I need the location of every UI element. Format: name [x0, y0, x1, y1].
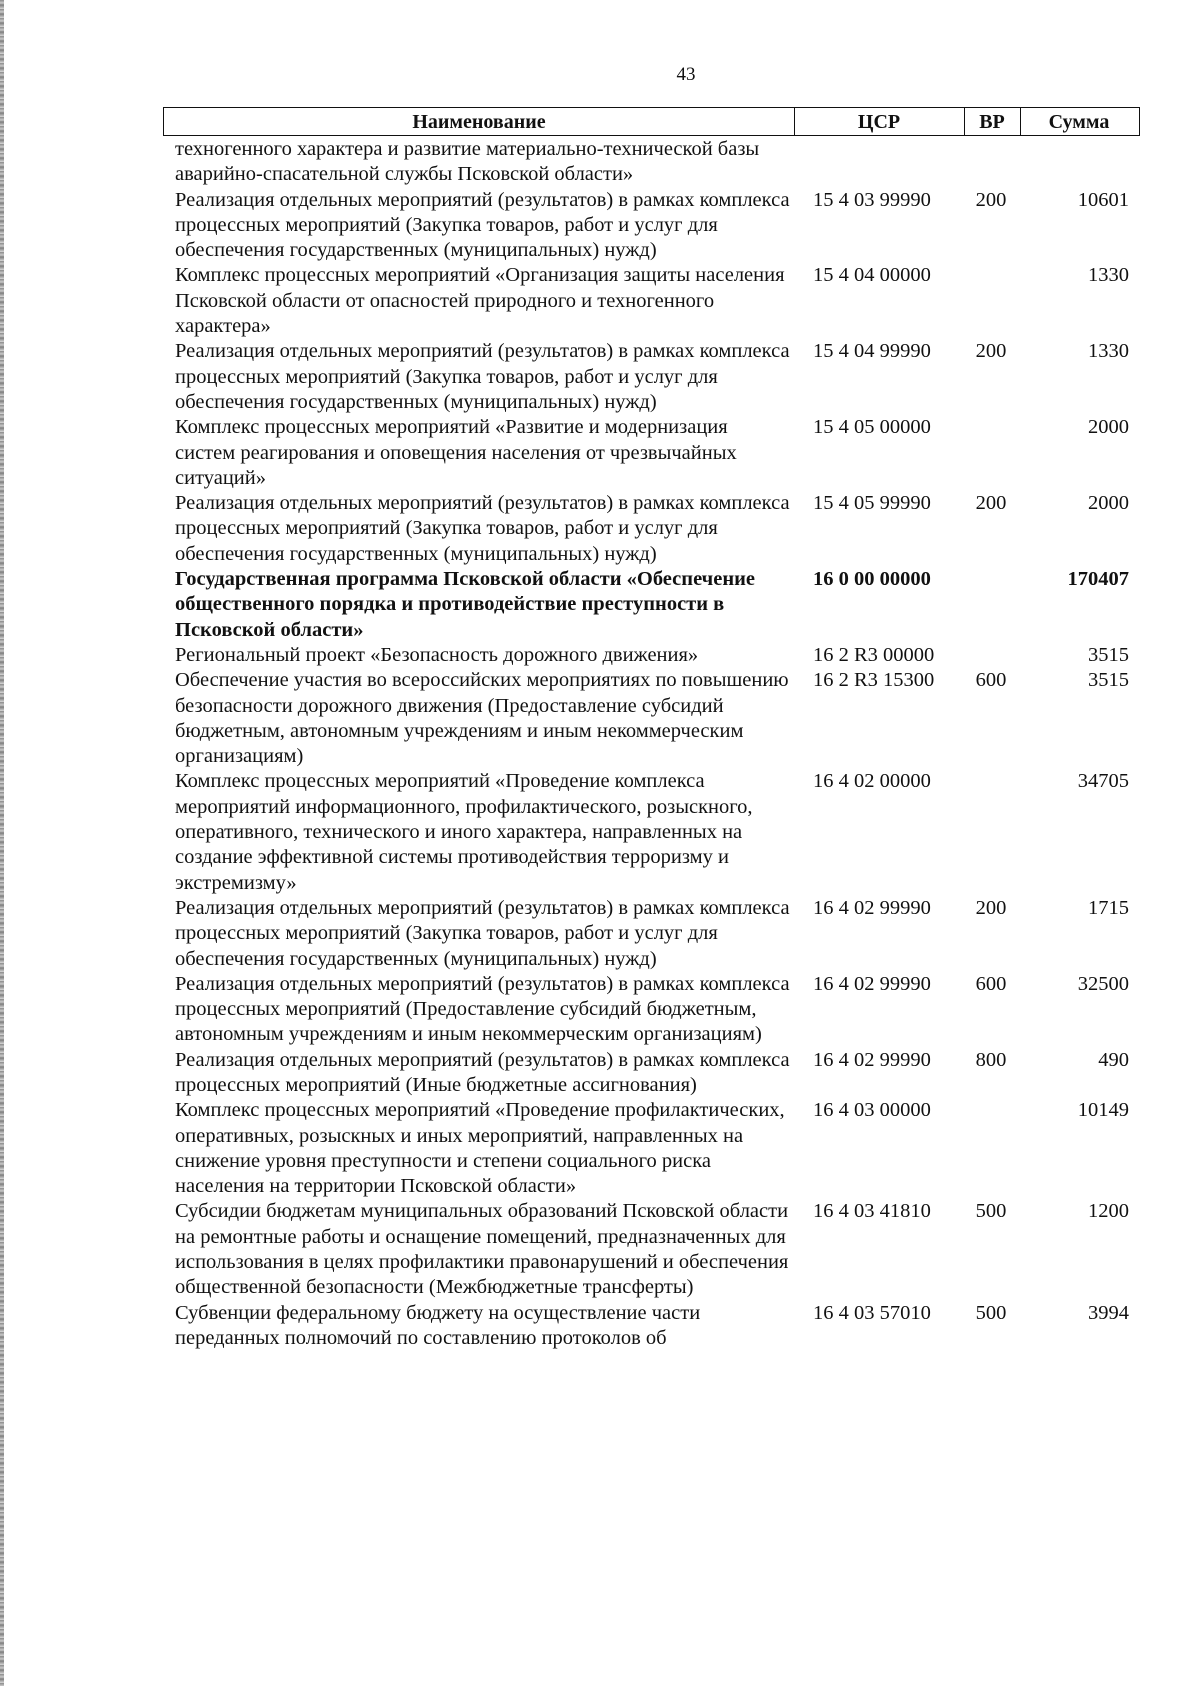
row-name: техногенного характера и развитие материально-технической базы аварийно-спасательной службы Псковской области» [175, 138, 760, 186]
header-divider [794, 108, 795, 135]
row-csr: 16 2 R3 15300 [813, 669, 935, 692]
row-sum: 2000 [1088, 416, 1129, 439]
row-sum: 1330 [1088, 264, 1129, 287]
row-name: Реализация отдельных мероприятий (результатов) в рамках комплекса процессных мероприятий (Предоставление субсидий бюджетным, автономным учреждениям и иным некоммерческим организациям) [175, 972, 790, 1046]
row-sum: 10601 [1077, 188, 1129, 211]
row-sum: 34705 [1077, 770, 1129, 793]
row-name: Государственная программа Псковской области «Обеспечение общественного порядка и противодействие преступности в Псковской области» [175, 568, 756, 641]
row-csr: 16 4 02 99990 [813, 1048, 931, 1071]
table-row [163, 567, 1140, 643]
row-vr: 600 [975, 669, 1007, 692]
table-row [163, 491, 1140, 567]
row-sum: 1330 [1088, 340, 1129, 363]
row-vr: 800 [975, 1048, 1007, 1071]
row-vr: 200 [975, 340, 1007, 363]
row-csr: 16 4 03 57010 [813, 1301, 931, 1324]
row-name: Реализация отдельных мероприятий (результатов) в рамках комплекса процессных мероприятий (Закупка товаров, работ и услуг для обеспечения государственных (муниципальных) нужд) [175, 188, 790, 262]
row-vr: 200 [975, 188, 1007, 211]
row-csr: 16 4 02 00000 [813, 770, 931, 793]
table-row [163, 668, 1140, 769]
row-vr: 200 [975, 896, 1007, 919]
header-name: Наименование [412, 111, 546, 133]
row-name: Комплекс процессных мероприятий «Проведение профилактических, оперативных, розыскных и иных мероприятий, направленных на снижение уровня преступности и степени социального риска населения на территории Псковской области» [175, 1099, 785, 1198]
row-name: Реализация отдельных мероприятий (результатов) в рамках комплекса процессных мероприятий (Закупка товаров, работ и услуг для обеспечения государственных (муниципальных) нужд) [175, 340, 790, 413]
row-name: Региональный проект «Безопасность дорожного движения» [175, 643, 699, 666]
page-number: 43 [676, 64, 696, 85]
table-row [163, 1301, 1140, 1352]
header-divider [1020, 108, 1021, 135]
table-row [163, 896, 1140, 972]
row-sum: 2000 [1088, 492, 1129, 515]
row-csr: 15 4 05 99990 [813, 492, 931, 515]
table-row [163, 1098, 1140, 1199]
row-name: Реализация отдельных мероприятий (результатов) в рамках комплекса процессных мероприятий (Закупка товаров, работ и услуг для обеспечения государственных (муниципальных) нужд) [175, 896, 790, 970]
row-sum: 32500 [1077, 972, 1129, 995]
row-name: Комплекс процессных мероприятий «Развитие и модернизация систем реагирования и оповещения населения от чрезвычайных ситуаций» [175, 416, 737, 489]
table-row [163, 415, 1140, 491]
table-row [163, 137, 1140, 188]
row-name: Комплекс процессных мероприятий «Проведение комплекса мероприятий информационного, профилактического, розыскного, оперативного, технического и иного характера, направленных на создание эффективной системы противодействия терроризму и экстремизму» [175, 770, 753, 894]
row-name: Субсидии бюджетам муниципальных образований Псковской области на ремонтные работы и оснащение помещений, предназначенных для использования в целях профилактики правонарушений и обеспечения общественной безопасности (Межбюджетные трансферты) [175, 1200, 789, 1299]
table-row [163, 1199, 1140, 1300]
row-csr: 16 0 00 00000 [813, 568, 931, 591]
table-row [163, 339, 1140, 415]
scan-edge [0, 0, 4, 1686]
row-csr: 15 4 04 00000 [813, 264, 931, 287]
table-row [163, 769, 1140, 895]
budget-table-body [163, 137, 1140, 1351]
row-sum: 1715 [1088, 896, 1129, 919]
table-row [163, 643, 1140, 668]
row-csr: 16 4 03 00000 [813, 1099, 931, 1122]
row-name: Реализация отдельных мероприятий (результатов) в рамках комплекса процессных мероприятий (Иные бюджетные ассигнования) [175, 1048, 790, 1096]
row-vr: 500 [975, 1200, 1007, 1223]
row-csr: 15 4 03 99990 [813, 188, 931, 211]
table-row [163, 263, 1140, 339]
row-name: Обеспечение участия во всероссийских мероприятиях по повышению безопасности дорожного движения (Предоставление субсидий бюджетным, автономным учреждениям и иным некоммерческим организациям) [175, 669, 789, 768]
header-sum: Сумма [1048, 111, 1110, 133]
row-sum: 1200 [1088, 1200, 1129, 1223]
row-vr: 600 [975, 972, 1007, 995]
row-name: Комплекс процессных мероприятий «Организация защиты населения Псковской области от опасностей природного и техногенного характера» [175, 264, 785, 338]
row-csr: 15 4 05 00000 [813, 416, 931, 439]
table-row [163, 1048, 1140, 1099]
row-csr: 15 4 04 99990 [813, 340, 931, 363]
row-csr: 16 4 02 99990 [813, 896, 931, 919]
row-csr: 16 4 02 99990 [813, 972, 931, 995]
row-vr: 500 [975, 1301, 1007, 1324]
row-vr: 200 [975, 492, 1007, 515]
table-row [163, 188, 1140, 264]
table-header [163, 107, 1140, 136]
row-sum: 3515 [1088, 643, 1129, 666]
row-sum: 170407 [1067, 568, 1129, 591]
header-csr: ЦСР [857, 111, 901, 133]
row-csr: 16 2 R3 00000 [813, 643, 935, 666]
row-sum: 490 [1098, 1048, 1129, 1071]
row-csr: 16 4 03 41810 [813, 1200, 931, 1223]
row-name: Субвенции федеральному бюджету на осуществление части переданных полномочий по составлению протоколов об [175, 1301, 701, 1349]
table-row [163, 972, 1140, 1048]
row-name: Реализация отдельных мероприятий (результатов) в рамках комплекса процессных мероприятий (Закупка товаров, работ и услуг для обеспечения государственных (муниципальных) нужд) [175, 492, 790, 565]
header-vr: ВР [979, 111, 1005, 133]
row-sum: 3515 [1088, 669, 1129, 692]
header-divider [964, 108, 965, 135]
row-sum: 3994 [1088, 1301, 1129, 1324]
row-sum: 10149 [1077, 1099, 1129, 1122]
